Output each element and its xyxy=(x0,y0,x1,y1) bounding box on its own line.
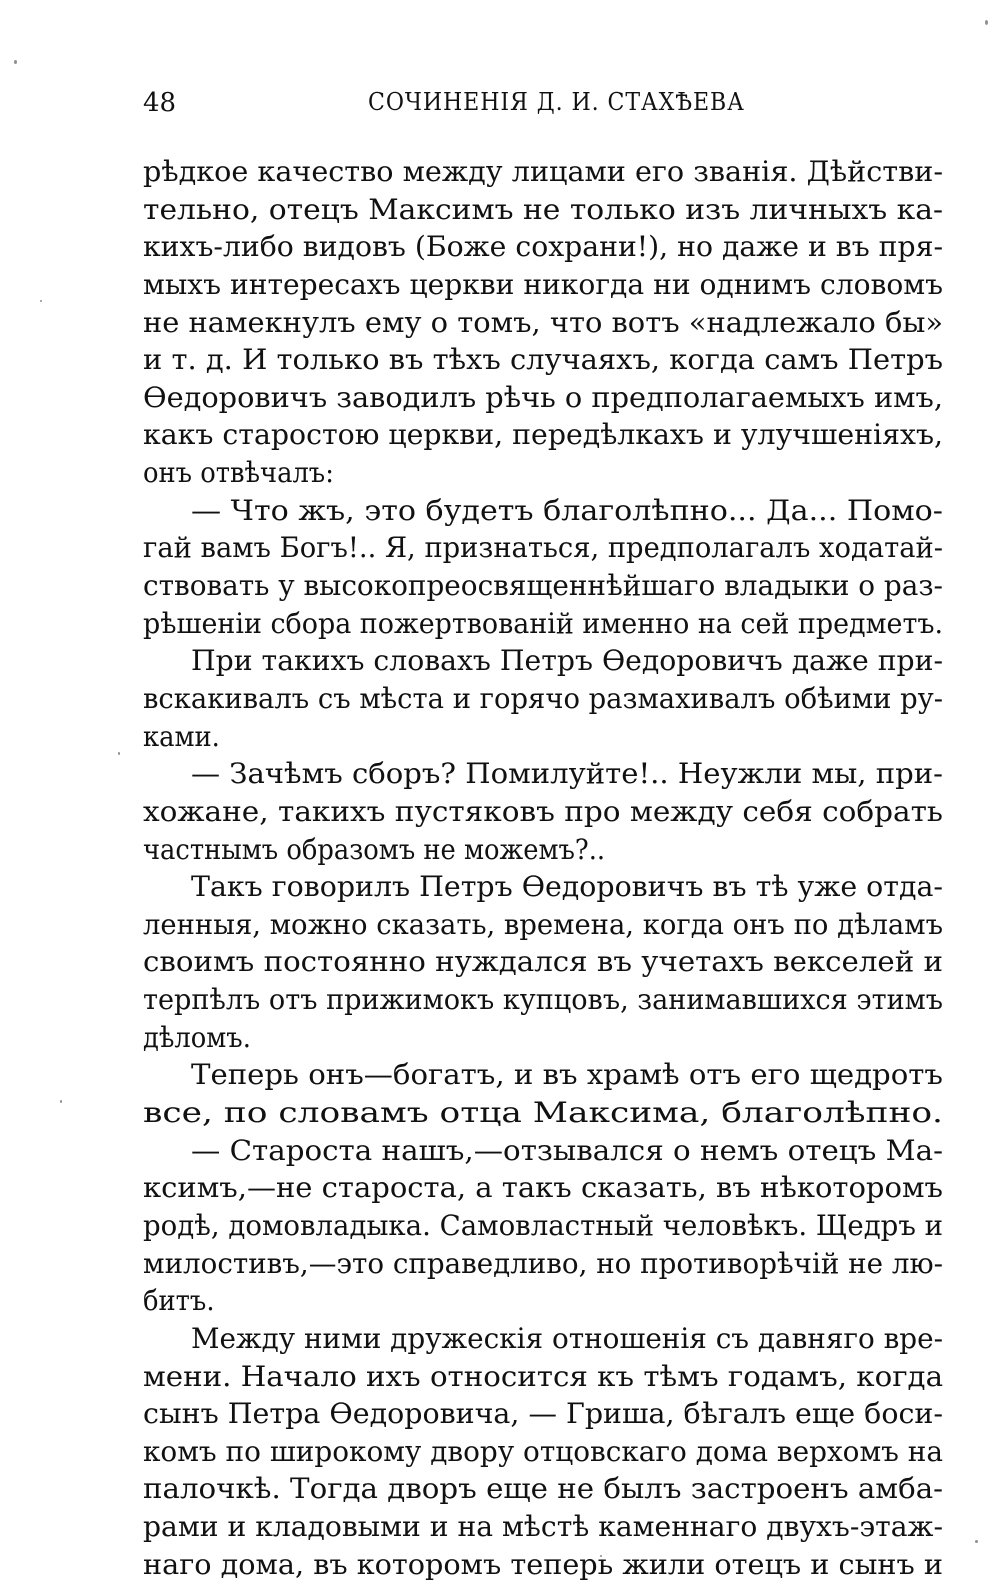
text-line-content: сынъ Петра Өедоровича, — Гриша, бѣгалъ еще боси- xyxy=(143,1397,944,1431)
scan-speck xyxy=(118,752,120,755)
text-line xyxy=(143,567,943,605)
body-text xyxy=(143,153,943,1583)
text-line xyxy=(143,1245,943,1283)
text-line xyxy=(143,266,943,304)
running-title: СОЧИНЕНIЯ Д. И. СТАХѢЕВА xyxy=(368,88,745,116)
text-line-content: мени. Начало ихъ относится къ тѣмъ годамъ, когда xyxy=(143,1359,944,1393)
text-line xyxy=(143,1358,943,1396)
text-line-content: тельно, отецъ Максимъ не только изъ личныхъ ка- xyxy=(143,192,944,226)
text-line xyxy=(143,529,943,567)
text-line xyxy=(143,1132,943,1170)
scan-speck xyxy=(975,1540,978,1543)
text-line-content: какъ старостою церкви, передѣлкахъ и улучшенiяхъ, xyxy=(143,418,944,452)
text-line-content: рами и кладовыми и на мѣстѣ каменнаго двухъ-этаж- xyxy=(143,1510,943,1544)
text-line-content: не намекнулъ ему о томъ, что вотъ «надлежало бы» xyxy=(143,305,944,339)
page-number: 48 xyxy=(143,88,177,118)
text-line xyxy=(143,1019,943,1057)
text-line xyxy=(143,755,943,793)
text-line-content: ками. xyxy=(143,719,220,753)
page-header xyxy=(143,88,943,128)
text-line xyxy=(143,1094,943,1132)
text-line xyxy=(143,943,943,981)
text-line-content: Теперь онъ—богатъ, и въ храмѣ отъ его щедротъ xyxy=(191,1058,943,1092)
text-line-content: частнымъ образомъ не можемъ?.. xyxy=(143,832,606,866)
text-line-content: наго дома, въ которомъ теперь жили отецъ и сынъ и xyxy=(143,1547,944,1581)
text-line xyxy=(143,304,943,342)
text-line-content: рѣшенiи сбора пожертвованiй именно на сей предметъ. xyxy=(143,606,944,640)
text-line-content: мыхъ интересахъ церкви никогда ни однимъ словомъ xyxy=(143,267,944,301)
text-line xyxy=(143,191,943,229)
text-line xyxy=(143,1433,943,1471)
scan-speck xyxy=(40,300,42,302)
text-line-content: — Что жъ, это будетъ благолѣпно... Да... Помо- xyxy=(191,493,943,527)
text-line-content: милостивъ,—это справедливо, но противорѣчiй не лю- xyxy=(143,1246,943,1280)
text-line xyxy=(143,492,943,530)
text-line xyxy=(143,605,943,643)
text-line xyxy=(143,981,943,1019)
text-line xyxy=(143,153,943,191)
text-line-content: кихъ-либо видовъ (Боже сохрани!), но даже и въ пря- xyxy=(143,230,943,264)
scan-speck xyxy=(14,60,17,64)
text-line-content: Между ними дружескiя отношенiя съ давняго вре- xyxy=(191,1321,944,1355)
text-line xyxy=(143,416,943,454)
text-line-content: терпѣлъ отъ прижимокъ купцовъ, занимавшихся этимъ xyxy=(143,983,943,1017)
text-line-content: и т. д. И только въ тѣхъ случаяхъ, когда самъ Петръ xyxy=(143,343,944,377)
text-line xyxy=(143,228,943,266)
text-line-content: комъ по широкому двору отцовскаго дома верхомъ на xyxy=(143,1434,944,1468)
text-line xyxy=(143,831,943,869)
text-line-content: ствовать у высокопреосвященнѣйшаго владыки о раз- xyxy=(143,569,943,603)
text-line xyxy=(143,1508,943,1546)
text-line xyxy=(143,1207,943,1245)
text-line-content: все, по словамъ отца Максима, благолѣпно. xyxy=(143,1096,943,1130)
text-line-content: ленныя, можно сказать, времена, когда онъ по дѣламъ xyxy=(143,907,944,941)
text-line xyxy=(143,718,943,756)
text-line xyxy=(143,793,943,831)
text-line-content: дѣломъ. xyxy=(143,1020,251,1054)
text-line xyxy=(143,1470,943,1508)
text-line xyxy=(143,1395,943,1433)
text-line-content: онъ отвѣчалъ: xyxy=(143,456,334,490)
text-line xyxy=(143,1320,943,1358)
scan-speck xyxy=(985,20,988,25)
text-line-content: палочкѣ. Тогда дворъ еще не былъ застроенъ амба- xyxy=(143,1472,944,1506)
text-line-content: гай вамъ Богъ!.. Я, признаться, предполагалъ ходатай- xyxy=(143,531,943,565)
text-line-content: битъ. xyxy=(143,1284,215,1318)
text-line-content: Такъ говорилъ Петръ Өедоровичъ въ тѣ уже отда- xyxy=(191,870,944,904)
scan-speck xyxy=(60,1100,62,1103)
text-line xyxy=(143,868,943,906)
text-line xyxy=(143,1169,943,1207)
text-line-content: рѣдкое качество между лицами его званiя. Дѣйстви- xyxy=(143,155,944,188)
text-line-content: — Староста нашъ,—отзывался о немъ отецъ Ма- xyxy=(191,1133,943,1167)
text-line xyxy=(143,341,943,379)
text-line-content: Өедоровичъ заводилъ рѣчь о предполагаемыхъ имъ, xyxy=(143,380,943,414)
text-line xyxy=(143,906,943,944)
text-line xyxy=(143,1282,943,1320)
text-line xyxy=(143,642,943,680)
text-line-content: При такихъ словахъ Петръ Өедоровичъ даже при- xyxy=(191,644,944,678)
text-line-content: родѣ, домовладыка. Самовластный человѣкъ. Щедръ и xyxy=(143,1208,944,1242)
text-line-content: вскакивалъ съ мѣста и горячо размахивалъ обѣими ру- xyxy=(143,681,944,715)
text-line-content: ксимъ,—не староста, а такъ сказать, въ нѣкоторомъ xyxy=(143,1171,943,1205)
text-line xyxy=(143,1546,943,1584)
text-line xyxy=(143,454,943,492)
text-line-content: хожане, такихъ пустяковъ про между себя собрать xyxy=(143,794,943,828)
text-line xyxy=(143,1056,943,1094)
text-line-content: — Зачѣмъ сборъ? Помилуйте!.. Неужли мы, при- xyxy=(191,757,944,791)
text-line xyxy=(143,680,943,718)
text-line xyxy=(143,379,943,417)
text-line-content: своимъ постоянно нуждался въ учетахъ векселей и xyxy=(143,945,944,979)
